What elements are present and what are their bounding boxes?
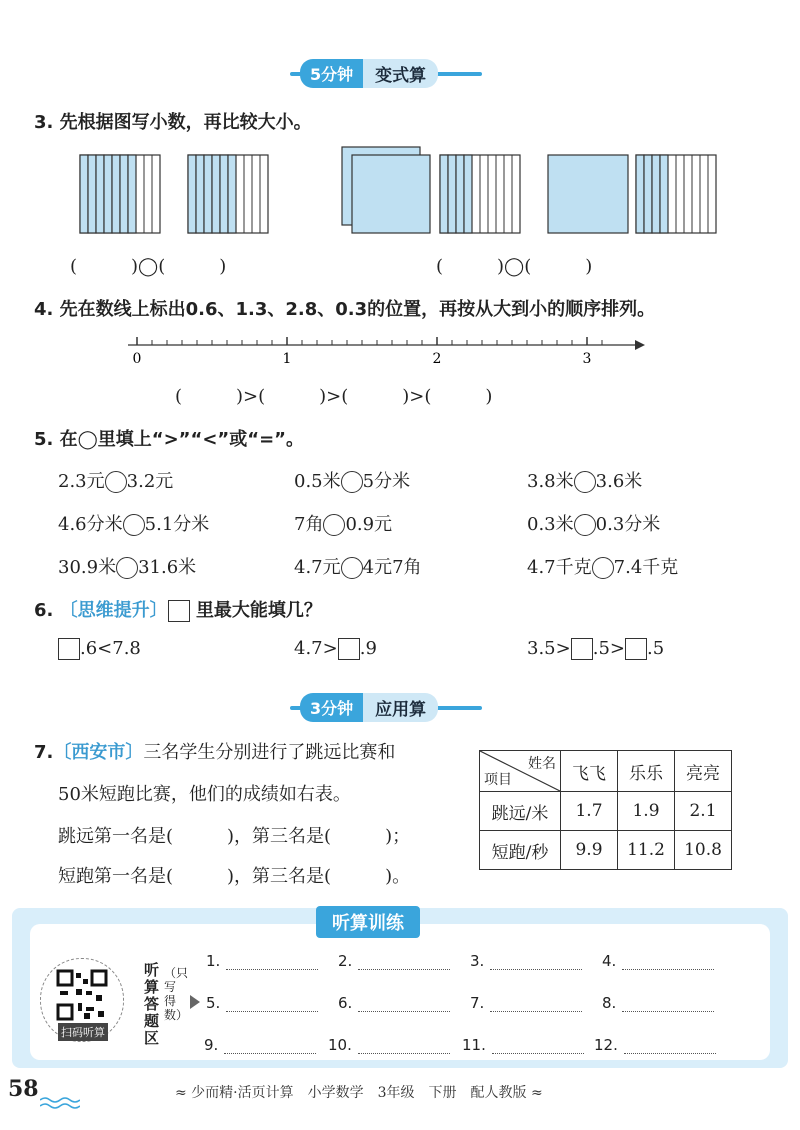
compare-circle[interactable] [123,514,145,536]
tick-label-3: 3 [582,351,592,367]
table-header: 飞飞 [561,751,618,792]
question-7: 7.〔西安市〕三名学生分别进行了跳远比赛和 [34,742,396,763]
question-3: 3. 先根据图写小数，再比较大小。 [34,112,312,133]
qr-icon [56,969,108,1021]
answer-slot[interactable]: 8. [602,994,714,1012]
answer-box[interactable] [571,638,593,660]
compare-circle[interactable] [592,557,614,579]
order-row: ( )>( )>( )>( ) [175,386,493,407]
wave-decoration [40,1096,80,1112]
q7-line-2: 50米短跑比赛，他们的成绩如右表。 [58,784,351,805]
answer-box[interactable] [58,638,80,660]
answer-row-3a: ( )◯( ) [70,256,227,277]
answer-row-3b: ( )◯( ) [436,256,593,277]
answer-slot[interactable]: 3. [470,952,582,970]
banner-minutes: 5分钟 [300,59,363,88]
compare-3-3: 4.7千克 7.4千克 [527,557,679,578]
score-table [479,750,732,870]
q7-line-4: 短跑第一名是( )，第三名是( )。 [58,866,411,887]
q7-line-3: 跳远第一名是( )，第三名是( )； [58,826,411,847]
compare-circle[interactable] [574,471,596,493]
question-tag: 〔思维提升〕 [59,600,168,621]
tick-label-1: 1 [282,351,292,367]
compare-3-1: 30.9米 31.6米 [58,557,197,578]
tick-label-0: 0 [132,351,142,367]
decimal-grid-figures [70,145,730,240]
fill-3: 3.5> .5> .5 [527,638,665,659]
answer-box[interactable] [625,638,647,660]
answer-slot[interactable]: 4. [602,952,714,970]
number-line [120,335,650,370]
answer-slot[interactable]: 7. [470,994,582,1012]
compare-circle[interactable] [105,471,127,493]
answer-slot[interactable]: 6. [338,994,450,1012]
qr-label: 扫码听算 [58,1023,108,1041]
question-5: 5. 在◯里填上“>”“<”或“=”。 [34,429,304,450]
compare-1-3: 3.8米 3.6米 [527,471,643,492]
table-row: 短跑/秒 9.9 11.2 10.8 [480,831,732,870]
banner-minutes: 3分钟 [300,693,363,722]
compare-circle[interactable] [574,514,596,536]
section-banner-1 [300,60,438,86]
answer-box [168,600,190,622]
footer-text: ≈ 少而精·活页计算 小学数学 3年级 下册 配人教版 ≈ [175,1085,543,1101]
table-row: 跳远/米 1.7 1.9 2.1 [480,792,732,831]
compare-1-2: 0.5米 5分米 [294,471,411,492]
tick-label-2: 2 [432,351,442,367]
answer-slot[interactable]: 11. [462,1036,584,1054]
answer-area-note: （只写得数） [164,966,189,1022]
compare-2-2: 7角 0.9元 [294,514,393,535]
compare-circle[interactable] [341,471,363,493]
answer-slot[interactable]: 1. [206,952,318,970]
compare-1-1: 2.3元 3.2元 [58,471,174,492]
question-6: 6. 〔思维提升〕 里最大能填几？ [34,600,322,621]
compare-circle[interactable] [323,514,345,536]
fill-1: .6<7.8 [58,638,141,660]
answer-box[interactable] [338,638,360,660]
compare-3-2: 4.7元 4元7角 [294,557,422,578]
compare-2-1: 4.6分米 5.1分米 [58,514,210,535]
banner-title: 变式算 [363,59,438,88]
table-header: 乐乐 [618,751,675,792]
page-number: 58 [8,1076,39,1102]
answer-slot[interactable]: 5. [206,994,318,1012]
answer-slot[interactable]: 2. [338,952,450,970]
qr-code[interactable] [40,958,124,1042]
compare-circle[interactable] [341,557,363,579]
listening-title: 听算训练 [316,906,420,938]
answer-slot[interactable]: 12. [594,1036,716,1054]
compare-circle[interactable] [116,557,138,579]
answer-slot[interactable]: 9. [204,1036,316,1054]
question-tag: 〔西安市〕 [53,742,144,763]
banner-title: 应用算 [363,693,438,722]
answer-area-label: 听算答题区 [144,961,160,1047]
arrow-right-icon [190,995,200,1009]
table-header: 亮亮 [675,751,732,792]
section-banner-2 [300,694,438,720]
compare-2-3: 0.3米 0.3分米 [527,514,661,535]
answer-slot[interactable]: 10. [328,1036,450,1054]
fill-2: 4.7> .9 [294,638,377,659]
question-4: 4. 先在数线上标出0.6、1.3、2.8、0.3的位置，再按从大到小的顺序排列。 [34,299,656,320]
table-corner: 姓名 项目 [480,751,561,792]
